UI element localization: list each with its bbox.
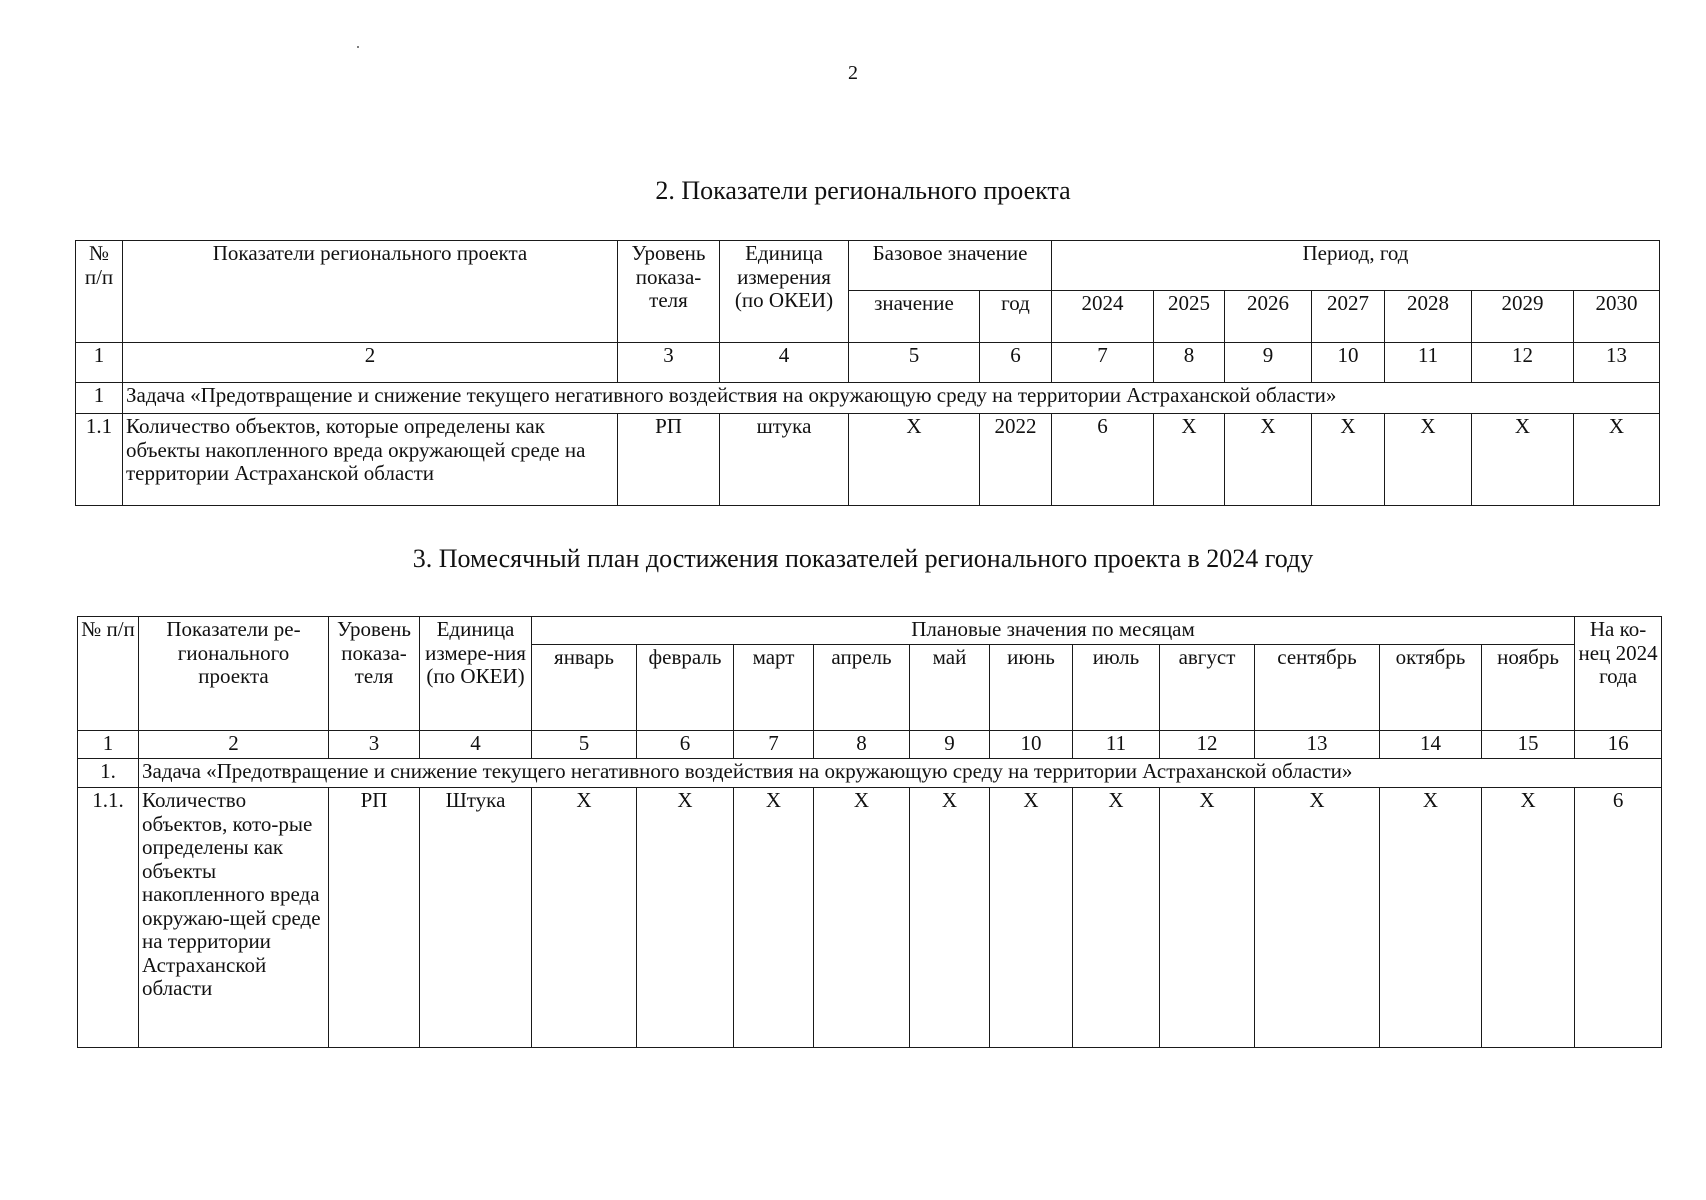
row-year-value: Х bbox=[1312, 414, 1385, 506]
row-year-value: Х bbox=[1385, 414, 1472, 506]
row-num: 1.1 bbox=[76, 414, 123, 506]
column-number: 2 bbox=[123, 343, 618, 383]
m-header-num: № п/п bbox=[78, 617, 139, 731]
column-number: 12 bbox=[1472, 343, 1574, 383]
end-of-year-value: 6 bbox=[1575, 788, 1662, 1048]
header-period: Период, год bbox=[1052, 241, 1660, 291]
column-number: 8 bbox=[814, 731, 910, 759]
column-number: 15 bbox=[1482, 731, 1575, 759]
column-number: 7 bbox=[1052, 343, 1154, 383]
header-year: 2027 bbox=[1312, 291, 1385, 343]
header-base-value: значение bbox=[849, 291, 980, 343]
header-year: 2029 bbox=[1472, 291, 1574, 343]
column-number: 5 bbox=[849, 343, 980, 383]
month-value: Х bbox=[1380, 788, 1482, 1048]
header-year: 2030 bbox=[1574, 291, 1660, 343]
column-number: 4 bbox=[720, 343, 849, 383]
month-header: февраль bbox=[637, 645, 734, 731]
month-value: Х bbox=[1160, 788, 1255, 1048]
row-year-value: Х bbox=[1574, 414, 1660, 506]
month-header: апрель bbox=[814, 645, 910, 731]
m-header-unit: Единица измере-ния (по ОКЕИ) bbox=[420, 617, 532, 731]
column-number: 9 bbox=[1225, 343, 1312, 383]
column-number: 3 bbox=[618, 343, 720, 383]
m-header-indicator: Показатели ре-гионального проекта bbox=[139, 617, 329, 731]
column-number: 4 bbox=[420, 731, 532, 759]
m-row-unit: Штука bbox=[420, 788, 532, 1048]
column-number: 5 bbox=[532, 731, 637, 759]
header-year: 2024 bbox=[1052, 291, 1154, 343]
month-value: Х bbox=[814, 788, 910, 1048]
task-num: 1 bbox=[76, 383, 123, 414]
month-header: июнь bbox=[990, 645, 1073, 731]
row-indicator: Количество объектов, которые определены как объекты накопленного вреда окружающей среде на территории Астраханской области bbox=[123, 414, 618, 506]
column-number: 11 bbox=[1385, 343, 1472, 383]
column-number: 2 bbox=[139, 731, 329, 759]
month-header: март bbox=[734, 645, 814, 731]
column-number: 9 bbox=[910, 731, 990, 759]
m-header-level: Уровень показа-теля bbox=[329, 617, 420, 731]
section-3-title: 3. Помесячный план достижения показателей регионального проекта в 2024 году bbox=[412, 544, 1314, 573]
column-number: 6 bbox=[980, 343, 1052, 383]
column-number: 7 bbox=[734, 731, 814, 759]
month-header: август bbox=[1160, 645, 1255, 731]
column-number: 8 bbox=[1154, 343, 1225, 383]
column-number: 11 bbox=[1073, 731, 1160, 759]
column-number: 12 bbox=[1160, 731, 1255, 759]
month-value: Х bbox=[1073, 788, 1160, 1048]
m-task-text: Задача «Предотвращение и снижение текущего негативного воздействия на окружающую среду на территории Астраханской области» bbox=[139, 759, 1662, 788]
month-header: ноябрь bbox=[1482, 645, 1575, 731]
m-row-indicator: Количество объектов, кото-рые определены как объекты накопленного вреда окружаю-щей среде на территории Астраханской области bbox=[139, 788, 329, 1048]
column-number: 1 bbox=[76, 343, 123, 383]
month-value: Х bbox=[532, 788, 637, 1048]
column-number: 16 bbox=[1575, 731, 1662, 759]
m-task-num: 1. bbox=[78, 759, 139, 788]
column-number: 14 bbox=[1380, 731, 1482, 759]
month-header: январь bbox=[532, 645, 637, 731]
month-value: Х bbox=[734, 788, 814, 1048]
row-base-year: 2022 bbox=[980, 414, 1052, 506]
row-year-value: Х bbox=[1225, 414, 1312, 506]
header-year: 2025 bbox=[1154, 291, 1225, 343]
m-row-num: 1.1. bbox=[78, 788, 139, 1048]
task-text: Задача «Предотвращение и снижение текущего негативного воздействия на окружающую среду на территории Астраханской области» bbox=[123, 383, 1660, 414]
column-number: 13 bbox=[1574, 343, 1660, 383]
header-base: Базовое значение bbox=[849, 241, 1052, 291]
header-base-year: год bbox=[980, 291, 1052, 343]
column-number: 6 bbox=[637, 731, 734, 759]
row-year-value: Х bbox=[1154, 414, 1225, 506]
scan-speck bbox=[357, 46, 359, 48]
section-2-title: 2. Показатели регионального проекта bbox=[655, 176, 1071, 205]
month-value: Х bbox=[1482, 788, 1575, 1048]
page-number: 2 bbox=[848, 62, 858, 84]
month-header: сентябрь bbox=[1255, 645, 1380, 731]
m-header-planned: Плановые значения по месяцам bbox=[532, 617, 1575, 645]
month-value: Х bbox=[1255, 788, 1380, 1048]
header-level: Уровень показа-теля bbox=[618, 241, 720, 343]
month-value: Х bbox=[990, 788, 1073, 1048]
header-year: 2028 bbox=[1385, 291, 1472, 343]
column-number: 3 bbox=[329, 731, 420, 759]
header-num: № п/п bbox=[76, 241, 123, 343]
month-value: Х bbox=[910, 788, 990, 1048]
column-number: 13 bbox=[1255, 731, 1380, 759]
row-year-value: 6 bbox=[1052, 414, 1154, 506]
month-value: Х bbox=[637, 788, 734, 1048]
month-header: июль bbox=[1073, 645, 1160, 731]
m-row-level: РП bbox=[329, 788, 420, 1048]
row-unit: штука bbox=[720, 414, 849, 506]
row-year-value: Х bbox=[1472, 414, 1574, 506]
month-header: октябрь bbox=[1380, 645, 1482, 731]
column-number: 1 bbox=[78, 731, 139, 759]
monthly-plan-table bbox=[77, 616, 1662, 1048]
header-unit: Единица измерения (по ОКЕИ) bbox=[720, 241, 849, 343]
column-number: 10 bbox=[1312, 343, 1385, 383]
column-number: 10 bbox=[990, 731, 1073, 759]
m-header-end: На ко-нец 2024 года bbox=[1575, 617, 1662, 731]
row-base-value: Х bbox=[849, 414, 980, 506]
row-level: РП bbox=[618, 414, 720, 506]
header-year: 2026 bbox=[1225, 291, 1312, 343]
month-header: май bbox=[910, 645, 990, 731]
header-indicator: Показатели регионального проекта bbox=[123, 241, 618, 343]
indicators-table bbox=[75, 240, 1660, 506]
